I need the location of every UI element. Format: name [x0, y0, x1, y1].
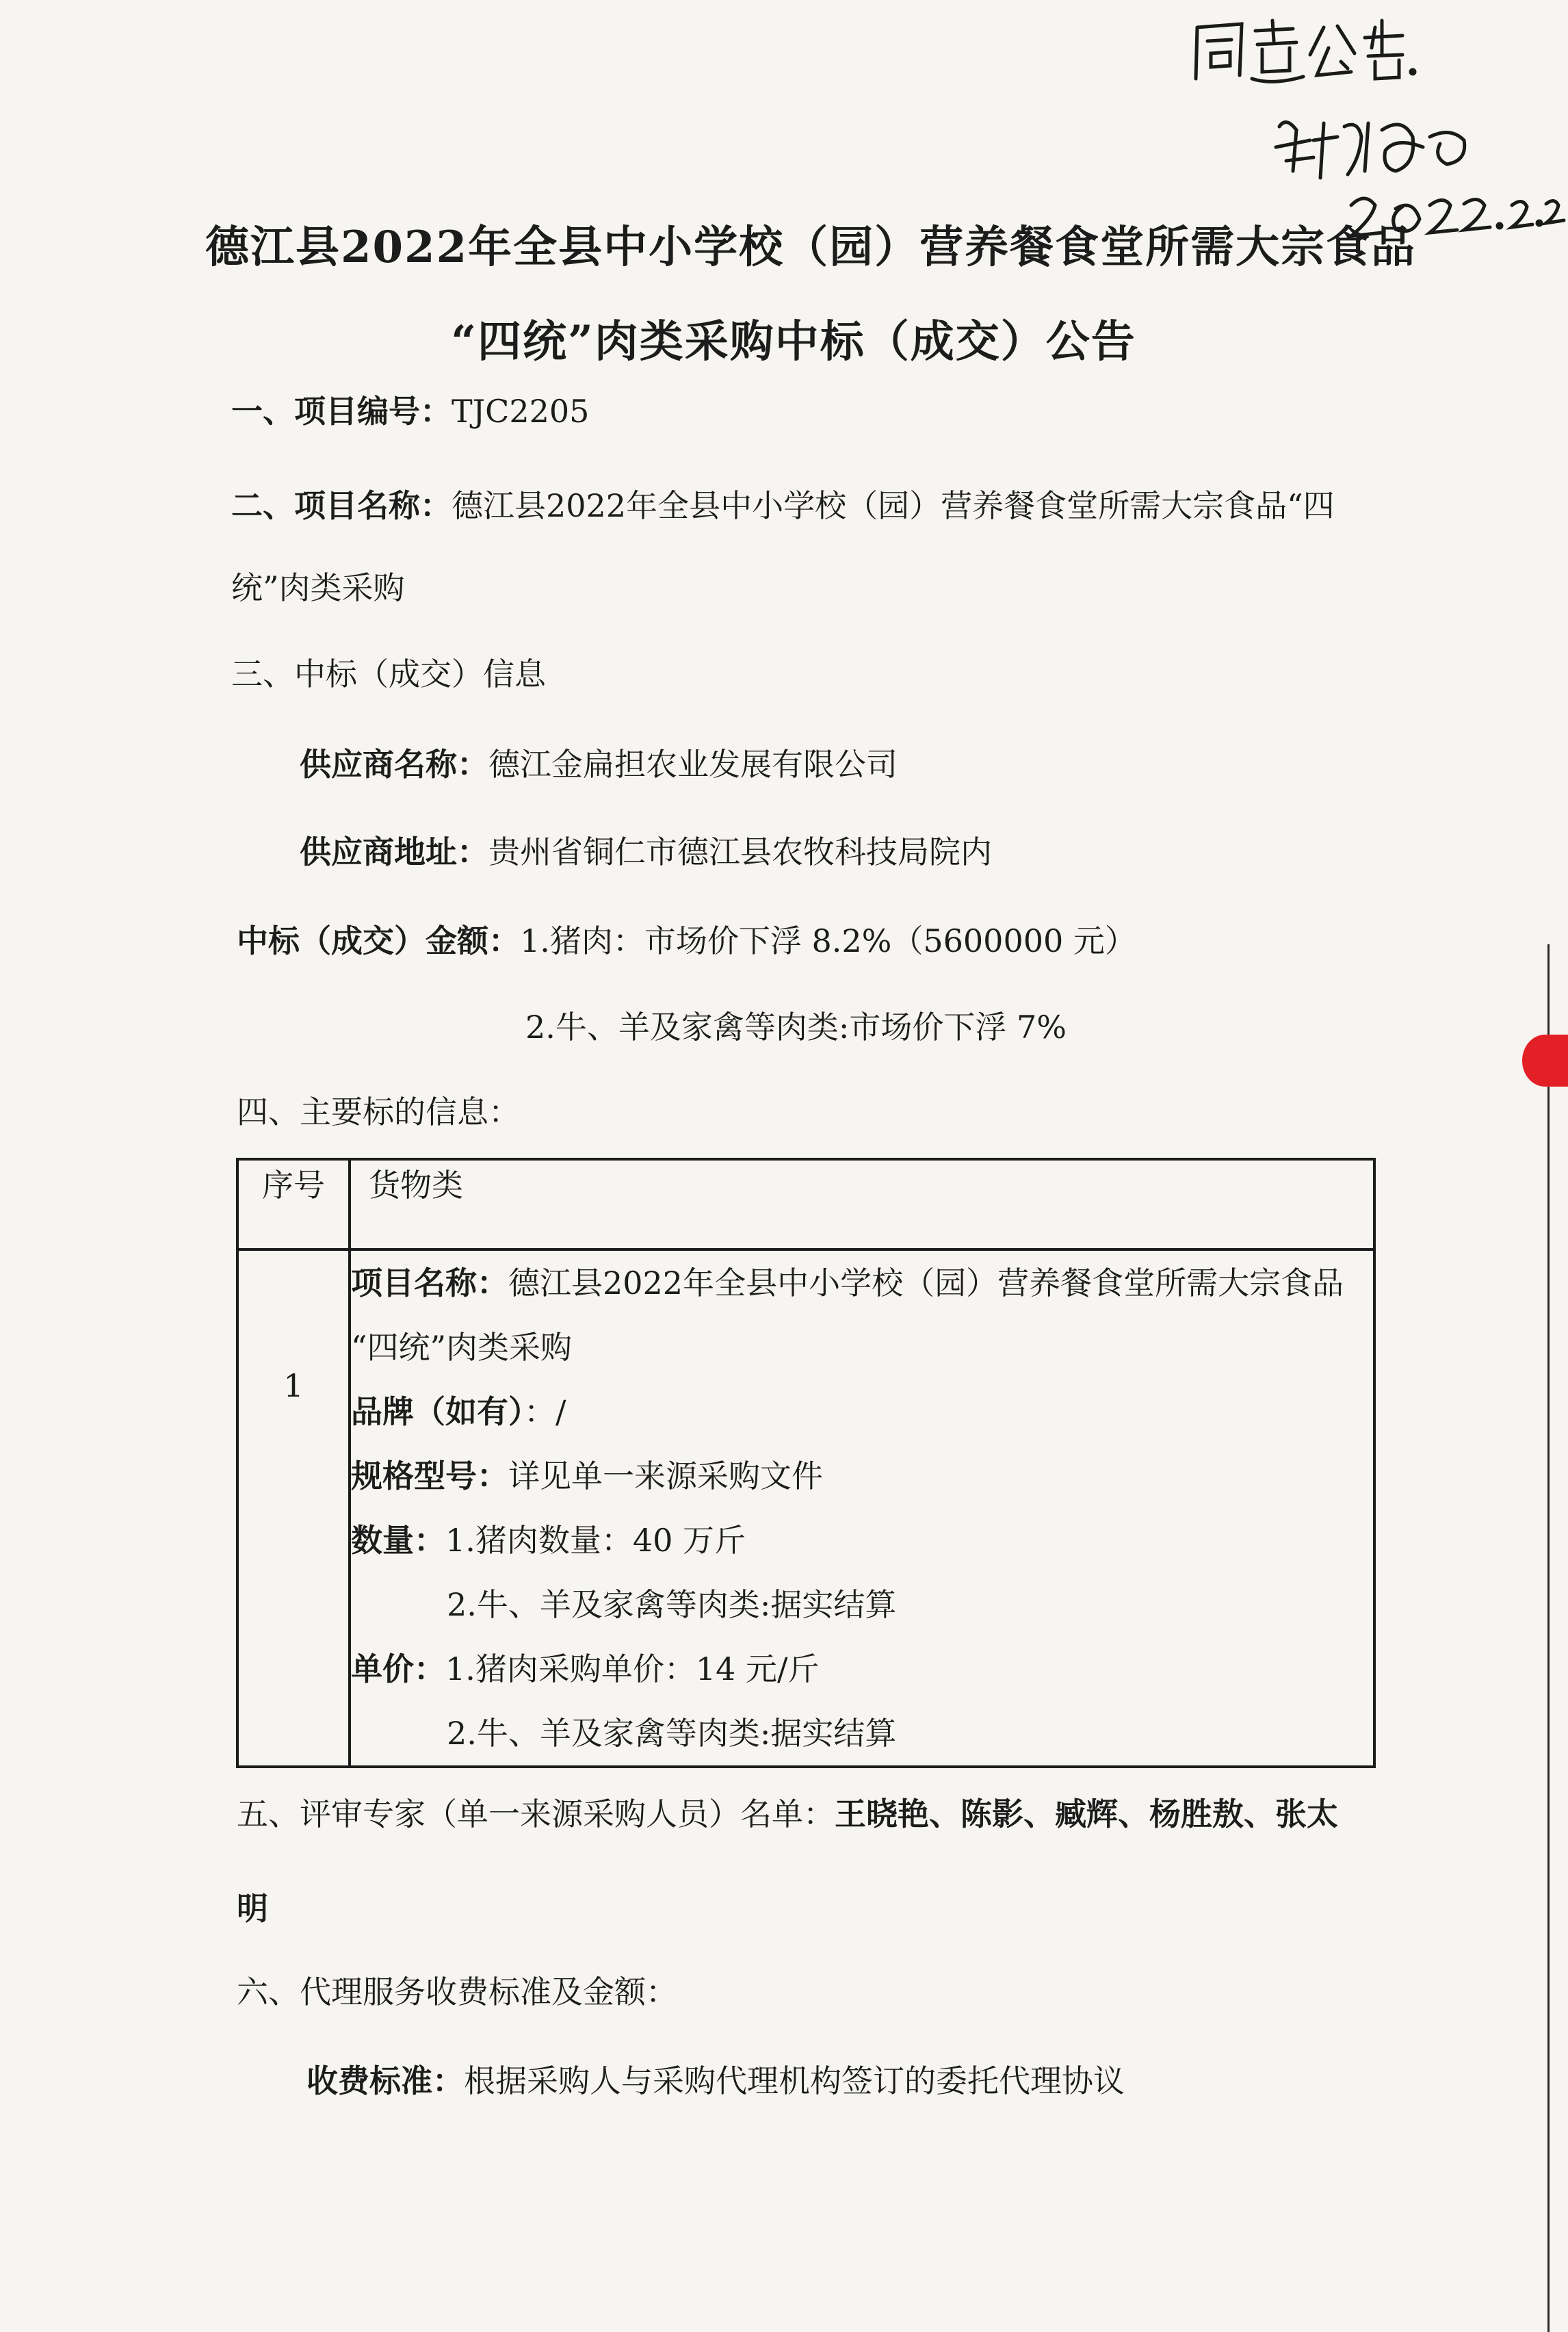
row-project-name	[351, 1251, 1373, 1315]
row-price	[351, 1637, 1373, 1701]
fee-standard	[306, 2062, 1125, 2099]
row-project-name-cont: “四统”肉类采购	[351, 1329, 573, 1366]
supplier-address-label: 供应商地址：	[300, 833, 488, 870]
fee-standard-value: 根据采购人与采购代理机构签订的委托代理协议	[464, 2062, 1125, 2099]
row-spec-label: 规格型号：	[351, 1458, 508, 1494]
header-goods: 货物类	[350, 1159, 1374, 1249]
table-header-row	[237, 1159, 1374, 1249]
row-brand-label: 品牌（如有）	[351, 1393, 524, 1430]
row-quantity	[351, 1508, 1373, 1572]
title-line-2: “四统”肉类采购中标（成交）公告	[451, 316, 1136, 367]
project-name-label: 二、项目名称：	[231, 487, 452, 524]
row-price-label: 单价：	[351, 1650, 445, 1687]
award-amount-line-1: 1.猪肉：市场价下浮 8.2%（5600000 元）	[520, 922, 1136, 959]
row-quantity-value-1: 1.猪肉数量：40 万斤	[445, 1522, 746, 1559]
review-experts	[237, 1798, 1338, 1830]
award-info-heading: 三、中标（成交）信息	[231, 656, 546, 692]
project-name-value-1: 德江县2022年全县中小学校（园）营养餐食堂所需大宗食品“四	[452, 487, 1335, 524]
row-details	[350, 1249, 1374, 1767]
review-experts-names-1: 王晓艳、陈影、臧辉、杨胜敖、张太	[835, 1796, 1338, 1832]
row-spec-value: 详见单一来源采购文件	[508, 1458, 823, 1494]
supplier-name-value: 德江金扁担农业发展有限公司	[488, 746, 898, 783]
project-name-value-2: 统”肉类采购	[231, 569, 405, 606]
award-amount-line-2: 2.牛、羊及家禽等肉类:市场价下浮 7%	[525, 1009, 1067, 1046]
supplier-name-label: 供应商名称：	[300, 746, 488, 783]
award-amount	[237, 922, 1136, 959]
row-price-value-2: 2.牛、羊及家禽等肉类:据实结算	[447, 1715, 897, 1752]
review-experts-names-2: 明	[237, 1890, 268, 1927]
fee-standard-label: 收费标准：	[306, 2062, 464, 2099]
header-index: 序号	[237, 1159, 350, 1249]
page-edge-shadow	[1547, 944, 1550, 2332]
row-project-name-label: 项目名称：	[351, 1265, 508, 1301]
review-experts-label: 五、评审专家（单一来源采购人员）名单：	[237, 1796, 835, 1832]
row-spec	[351, 1444, 1373, 1508]
row-brand-value: ：/	[524, 1393, 566, 1430]
row-index: 1	[237, 1249, 350, 1767]
items-table	[236, 1158, 1376, 1768]
agency-fee-heading: 六、代理服务收费标准及金额：	[237, 1973, 677, 2010]
project-number	[231, 393, 590, 430]
row-price-value-1: 1.猪肉采购单价：14 元/斤	[445, 1650, 820, 1687]
row-quantity-label: 数量：	[351, 1522, 445, 1559]
project-name	[231, 487, 1335, 524]
table-row	[237, 1249, 1374, 1767]
title-line-1: 德江县2022年全县中小学校（园）营养餐食堂所需大宗食品	[205, 222, 1417, 273]
award-amount-label: 中标（成交）金额：	[237, 922, 520, 959]
project-number-label: 一、项目编号：	[231, 393, 452, 430]
main-items-heading: 四、主要标的信息：	[237, 1093, 520, 1130]
row-project-name-value: 德江县2022年全县中小学校（园）营养餐食堂所需大宗食品	[508, 1265, 1344, 1301]
project-number-value: TJC2205	[452, 393, 590, 430]
row-brand	[351, 1379, 1373, 1444]
row-quantity-value-2: 2.牛、羊及家禽等肉类:据实结算	[447, 1586, 897, 1623]
supplier-address	[300, 833, 992, 870]
supplier-name	[300, 746, 898, 783]
red-tab-marker	[1522, 1035, 1568, 1087]
supplier-address-value: 贵州省铜仁市德江县农牧科技局院内	[488, 833, 992, 870]
